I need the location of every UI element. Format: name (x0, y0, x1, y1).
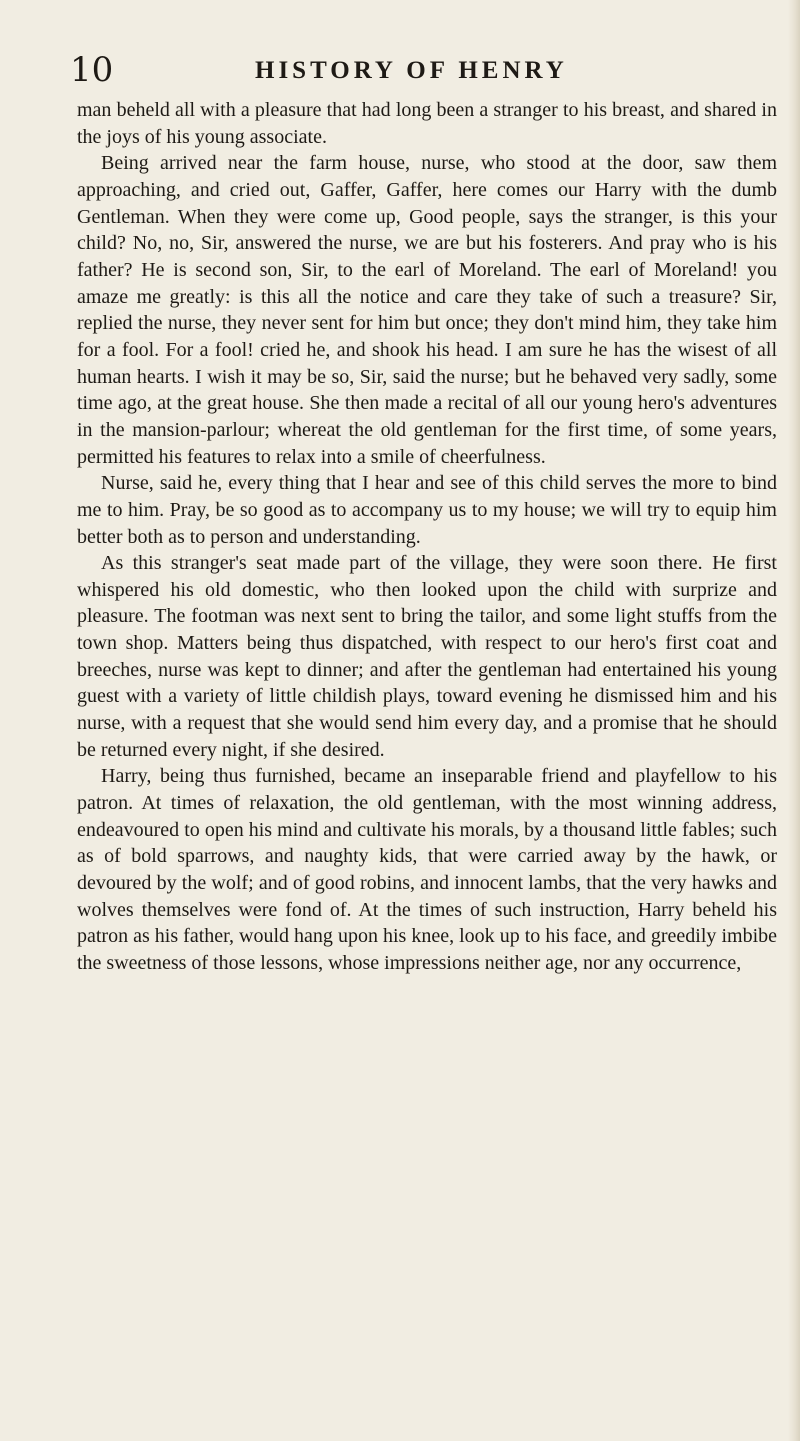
paragraph: As this stranger's seat made part of the village, they were soon there. He first whispered his old domestic, who then looked upon the child with surprize and pleasure. The footman was next sent to bring the tailor, and some light stuffs from the town shop. Matters being thus dispatched, with respect to our hero's first coat and breeches, nurse was kept to dinner; and after the gentleman had entertained his young guest with a variety of little childish plays, toward evening he dismissed him and his nurse, with a request that she would send him every day, and a promise that he should be returned every night, if she desired. (77, 552, 777, 761)
paragraph: man beheld all with a pleasure that had long been a stranger to his breast, and shared in the joys of his young associate. (77, 99, 777, 148)
paragraph: Being arrived near the farm house, nurse, who stood at the door, saw them approaching, and cried out, Gaffer, Gaffer, here comes our Harry with the dumb Gentleman. When they were come up, Good people, says the stranger, is this your child? No, no, Sir, answered the nurse, we are but his fosterers. And pray who is his father? He is second son, Sir, to the earl of Moreland. The earl of Moreland! you amaze me greatly: is this all the notice and care they take of such a treasure? Sir, replied the nurse, they never sent for him but once; they don't mind him, they take him for a fool. For a fool! cried he, and shook his head. I am sure he has the wisest of all human hearts. I wish it may be so, Sir, said the nurse; but he behaved very sadly, some time ago, at the great house. She then made a recital of all our young hero's adventures in the mansion-parlour; whereat the old gentleman for the first time, of some years, permitted his features to relax into a smile of cheerfulness. (77, 152, 777, 468)
page-number: 10 (70, 50, 114, 90)
body-text (77, 97, 777, 977)
page-edge-shadow (788, 0, 800, 1441)
running-title: HISTORY OF HENRY (255, 57, 568, 84)
paragraph: Nurse, said he, every thing that I hear and see of this child serves the more to bind me to him. Pray, be so good as to accompany us to my house; we will try to equip him better both as to person and understanding. (77, 472, 777, 548)
paragraph: Harry, being thus furnished, became an inseparable friend and playfellow to his patron. At times of relaxation, the old gentleman, with the most winning address, endeavoured to open his mind and cultivate his morals, by a thousand little fables; such as of bold sparrows, and naughty kids, that were carried away by the hawk, or devoured by the wolf; and of good robins, and innocent lambs, that the very hawks and wolves themselves were fond of. At the times of such instruction, Harry beheld his patron as his father, would hang upon his knee, look up to his face, and greedily imbibe the sweetness of those lessons, whose impressions neither age, nor any occurrence, (77, 765, 777, 974)
page-header (70, 50, 720, 90)
